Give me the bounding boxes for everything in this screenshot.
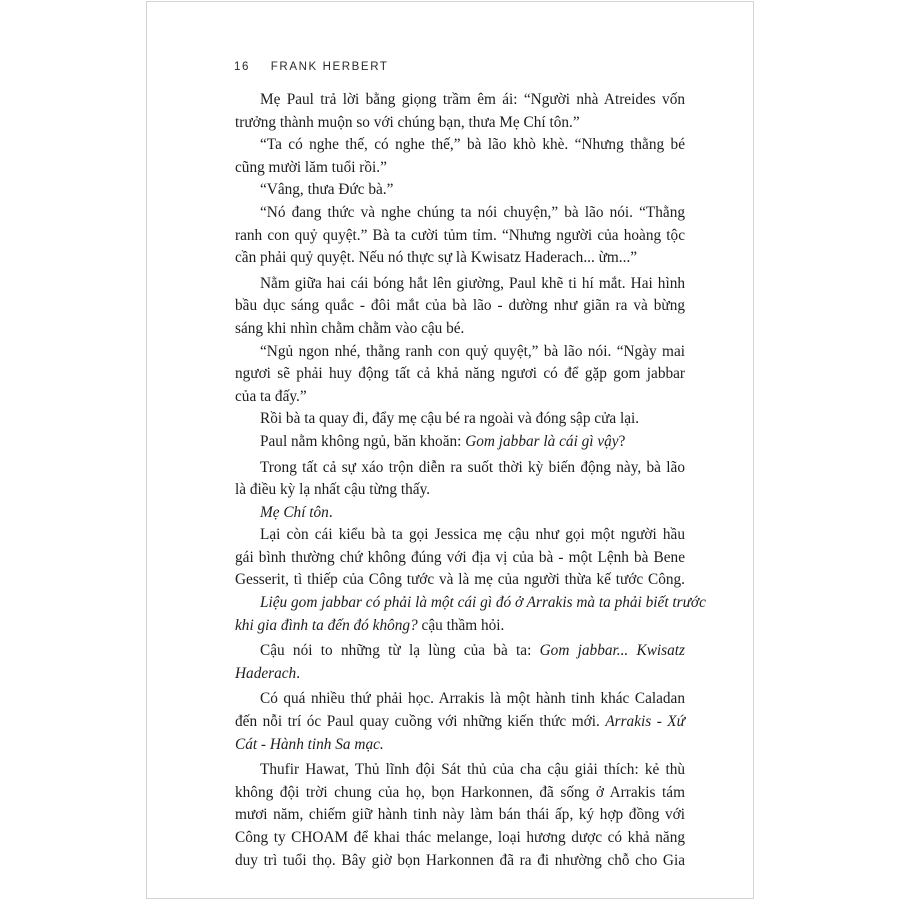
text-line (235, 663, 685, 686)
text-line (235, 850, 685, 873)
text-segment: . (296, 664, 301, 682)
page-number: 16 (234, 61, 250, 73)
book-page (146, 1, 754, 899)
text-line (235, 592, 706, 615)
text-segment: “Nó đang thức và nghe chúng ta nói chuyện,” bà lão nói. “Thằng (260, 203, 685, 221)
text-segment: cậu thầm hỏi. (417, 616, 505, 634)
text-segment: Nằm giữa hai cái bóng hắt lên giường, Paul khẽ ti hí mắt. Hai hình (260, 274, 685, 292)
text-line (235, 640, 685, 663)
text-segment: Gesserit, tì thiếp của Công tước và là mẹ của người thừa kế tước Công. (235, 571, 685, 589)
italic-segment: Cát - Hành tinh Sa mạc. (235, 735, 384, 753)
text-segment: trưởng thành muộn so với chúng bạn, thưa Mẹ Chí tôn.” (235, 113, 580, 131)
text-line (235, 273, 685, 296)
italic-segment: Liệu gom jabbar có phải là một cái gì đó ở Arrakis mà ta phải biết trước (260, 594, 706, 612)
text-segment: Công ty CHOAM để khai thác melange, loại hương dược có khả năng (235, 829, 685, 846)
text-line (235, 247, 685, 270)
text-segment: Trong tất cả sự xáo trộn diễn ra suốt thời kỳ biến động này, bà lão (260, 458, 685, 476)
text-line (235, 386, 685, 409)
text-segment: Mẹ Paul trả lời bằng giọng trầm êm ái: “Người nhà Atreides vốn (260, 91, 685, 108)
text-line (235, 688, 685, 711)
text-segment: . (328, 503, 333, 521)
text-line (235, 457, 685, 480)
text-segment: là điều kỳ lạ nhất cậu từng thấy. (235, 481, 431, 499)
text-line (235, 202, 685, 225)
italic-segment: Arrakis - Xứ (605, 713, 685, 731)
text-segment: Rồi bà ta quay đi, đẩy mẹ cậu bé ra ngoài và đóng sập cửa lại. (260, 410, 640, 428)
text-line (235, 112, 685, 135)
text-line (235, 89, 685, 112)
text-line (235, 341, 685, 364)
text-line (235, 615, 685, 638)
text-line (235, 179, 685, 202)
italic-segment: Haderach (235, 664, 297, 682)
text-segment: Cậu nói to những từ lạ lùng của bà ta: (260, 642, 540, 660)
text-segment: sáng khi nhìn chằm chằm vào cậu bé. (235, 319, 465, 337)
text-line (235, 711, 685, 734)
text-line (235, 547, 685, 570)
text-segment: cũng mười lăm tuổi rồi.” (235, 158, 387, 176)
text-segment: gái bình thường chứ không đúng với địa vị của bà - một Lệnh bà Bene (235, 548, 685, 566)
running-header (234, 61, 389, 73)
italic-segment: Gom jabbar... Kwisatz (539, 642, 685, 660)
text-line (235, 782, 685, 805)
text-segment: “Vâng, thưa Đức bà.” (260, 181, 394, 199)
text-segment: duy trì tuổi thọ. Bây giờ bọn Harkonnen đã ra đi nhường chỗ cho Gia (235, 851, 685, 869)
text-line (235, 479, 685, 502)
text-segment: Có quá nhiều thứ phải học. Arrakis là một hành tinh khác Caladan (260, 690, 685, 708)
text-line (235, 502, 685, 525)
text-segment: “Ta có nghe thế, có nghe thế,” bà lão khò khè. “Nhưng thằng bé (260, 136, 685, 154)
text-line (235, 408, 685, 431)
text-line (235, 524, 685, 547)
author-name: FRANK HERBERT (270, 61, 389, 73)
text-segment: của ta đấy.” (235, 387, 307, 405)
text-line (235, 431, 685, 454)
text-line (235, 134, 685, 157)
text-segment: cần phải quỷ quyệt. Nếu nó thực sự là Kwisatz Haderach... ừm...” (235, 249, 638, 267)
text-segment: Lại còn cái kiểu bà ta gọi Jessica mẹ cậu như gọi một người hầu (260, 526, 685, 544)
text-segment: không đội trời chung của họ, bọn Harkonnen, đã sống ở Arrakis tám (235, 783, 685, 801)
text-line (235, 734, 685, 757)
text-segment: bầu dục sáng quắc - đôi mắt của bà lão - dường như giãn ra và bừng (235, 297, 685, 315)
text-line (235, 759, 685, 782)
text-segment: đến nỗi trí óc Paul quay cuồng với những kiến thức mới. (235, 713, 606, 731)
text-line (235, 157, 685, 180)
text-segment: ngươi sẽ phải huy động tất cả khả năng ngươi có để gặp gom jabbar (235, 365, 685, 383)
text-line (235, 295, 685, 318)
italic-segment: khi gia đình ta đến đó không? (235, 616, 418, 634)
text-line (235, 569, 685, 592)
text-segment: mươi năm, chiếm giữ hành tinh này làm bán thái ấp, ký hợp đồng với (235, 806, 685, 824)
text-segment: Thufir Hawat, Thủ lĩnh đội Sát thủ của cha cậu giải thích: kẻ thù (260, 761, 685, 779)
text-segment: ranh con quỷ quyệt.” Bà ta cười tủm tỉm. “Nhưng người của hoàng tộc (235, 226, 685, 244)
text-line (235, 318, 685, 341)
text-line (235, 225, 685, 248)
italic-segment: Gom jabbar là cái gì vậy (465, 432, 619, 450)
text-line (235, 804, 685, 827)
text-segment: “Ngủ ngon nhé, thằng ranh con quỷ quyệt,” bà lão nói. “Ngày mai (260, 342, 685, 360)
text-segment: Paul nằm không ngủ, băn khoăn: (260, 432, 466, 450)
text-line (235, 827, 685, 850)
text-segment: ? (618, 432, 626, 450)
italic-segment: Mẹ Chí tôn (260, 503, 329, 521)
body-text (235, 89, 706, 872)
text-line (235, 363, 685, 386)
